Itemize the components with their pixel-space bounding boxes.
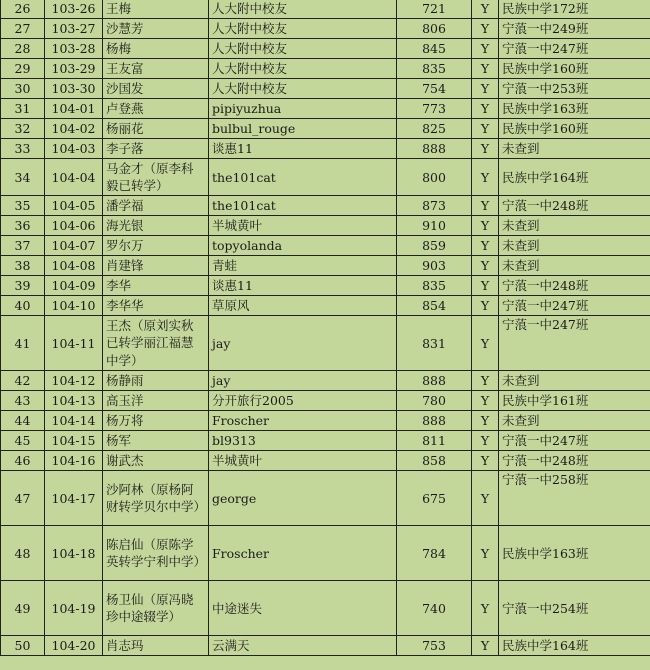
student-code-cell[interactable]: 104-01 <box>45 99 103 119</box>
student-name-cell[interactable]: 肖志玛 <box>103 636 209 656</box>
school-class-cell[interactable]: 宁蒗一中248班 <box>499 276 650 296</box>
exam-score-cell[interactable]: 888 <box>397 411 472 431</box>
school-class-cell[interactable]: 宁蒗一中258班 <box>499 471 650 526</box>
school-class-cell[interactable]: 民族中学164班 <box>499 159 650 196</box>
student-code-cell[interactable]: 104-16 <box>45 451 103 471</box>
confirmed-flag-cell[interactable]: Y <box>472 316 499 371</box>
school-class-cell[interactable]: 民族中学163班 <box>499 526 650 581</box>
exam-score-cell[interactable]: 753 <box>397 636 472 656</box>
confirmed-flag-cell[interactable]: Y <box>472 391 499 411</box>
row-number-cell[interactable]: 28 <box>1 39 45 59</box>
sponsor-nickname-cell[interactable]: 谈惠11 <box>209 276 397 296</box>
school-class-cell[interactable]: 宁蒗一中247班 <box>499 316 650 371</box>
sponsor-nickname-cell[interactable]: 人大附中校友 <box>209 59 397 79</box>
confirmed-flag-cell[interactable]: Y <box>472 39 499 59</box>
sponsor-nickname-cell[interactable]: 人大附中校友 <box>209 39 397 59</box>
sponsor-nickname-cell[interactable]: 谈惠11 <box>209 139 397 159</box>
student-name-cell[interactable]: 王梅 <box>103 0 209 19</box>
student-code-cell[interactable]: 104-19 <box>45 581 103 636</box>
table-row <box>1 19 650 39</box>
row-number-cell[interactable]: 36 <box>1 216 45 236</box>
confirmed-flag-cell[interactable]: Y <box>472 471 499 526</box>
confirmed-flag-cell[interactable]: Y <box>472 0 499 19</box>
exam-score-cell[interactable]: 675 <box>397 471 472 526</box>
school-class-cell[interactable]: 宁蒗一中247班 <box>499 431 650 451</box>
confirmed-flag-cell[interactable]: Y <box>472 196 499 216</box>
student-name-cell[interactable]: 罗尔万 <box>103 236 209 256</box>
row-number-cell[interactable]: 49 <box>1 581 45 636</box>
confirmed-flag-cell[interactable]: Y <box>472 411 499 431</box>
student-name-cell[interactable]: 李华 <box>103 276 209 296</box>
school-class-cell[interactable]: 民族中学164班 <box>499 636 650 656</box>
school-class-cell[interactable]: 民族中学160班 <box>499 119 650 139</box>
student-code-cell[interactable]: 103-27 <box>45 19 103 39</box>
row-number-cell[interactable]: 41 <box>1 316 45 371</box>
exam-score-cell[interactable]: 903 <box>397 256 472 276</box>
confirmed-flag-cell[interactable]: Y <box>472 119 499 139</box>
student-name-cell[interactable]: 肖建锋 <box>103 256 209 276</box>
table-row <box>1 526 650 581</box>
exam-score-cell[interactable]: 773 <box>397 99 472 119</box>
exam-score-cell[interactable]: 811 <box>397 431 472 451</box>
row-number-cell[interactable]: 48 <box>1 526 45 581</box>
row-number-cell[interactable]: 45 <box>1 431 45 451</box>
sponsor-nickname-cell[interactable]: 人大附中校友 <box>209 0 397 19</box>
sponsor-nickname-cell[interactable]: Froscher <box>209 411 397 431</box>
school-class-cell[interactable]: 未查到 <box>499 371 650 391</box>
exam-score-cell[interactable]: 888 <box>397 371 472 391</box>
sponsor-nickname-cell[interactable]: Froscher <box>209 526 397 581</box>
table-row <box>1 636 650 656</box>
table-row <box>1 139 650 159</box>
table-row <box>1 196 650 216</box>
row-number-cell[interactable]: 27 <box>1 19 45 39</box>
sponsor-nickname-cell[interactable]: jay <box>209 371 397 391</box>
sponsor-nickname-cell[interactable]: george <box>209 471 397 526</box>
sponsor-nickname-cell[interactable]: bl9313 <box>209 431 397 451</box>
school-class-cell[interactable]: 宁蒗一中253班 <box>499 79 650 99</box>
sponsor-nickname-cell[interactable]: 分开旅行2005 <box>209 391 397 411</box>
student-code-cell[interactable]: 104-15 <box>45 431 103 451</box>
sponsor-nickname-cell[interactable]: jay <box>209 316 397 371</box>
student-name-cell[interactable]: 沙慧芳 <box>103 19 209 39</box>
student-name-cell[interactable]: 杨丽花 <box>103 119 209 139</box>
school-class-cell[interactable]: 宁蒗一中249班 <box>499 19 650 39</box>
student-name-cell[interactable]: 王友富 <box>103 59 209 79</box>
student-code-cell[interactable]: 103-28 <box>45 39 103 59</box>
confirmed-flag-cell[interactable]: Y <box>472 371 499 391</box>
sponsor-nickname-cell[interactable]: 草原风 <box>209 296 397 316</box>
school-class-cell[interactable]: 宁蒗一中248班 <box>499 196 650 216</box>
exam-score-cell[interactable]: 858 <box>397 451 472 471</box>
exam-score-cell[interactable]: 854 <box>397 296 472 316</box>
confirmed-flag-cell[interactable]: Y <box>472 526 499 581</box>
sponsor-nickname-cell[interactable]: the101cat <box>209 159 397 196</box>
row-number-cell[interactable]: 35 <box>1 196 45 216</box>
student-code-cell[interactable]: 104-02 <box>45 119 103 139</box>
student-name-cell[interactable]: 卢登燕 <box>103 99 209 119</box>
school-class-cell[interactable]: 宁蒗一中247班 <box>499 39 650 59</box>
sponsor-nickname-cell[interactable]: the101cat <box>209 196 397 216</box>
row-number-cell[interactable]: 50 <box>1 636 45 656</box>
table-row <box>1 236 650 256</box>
exam-score-cell[interactable]: 873 <box>397 196 472 216</box>
exam-score-cell[interactable]: 910 <box>397 216 472 236</box>
exam-score-cell[interactable]: 888 <box>397 139 472 159</box>
sponsor-nickname-cell[interactable]: topyolanda <box>209 236 397 256</box>
confirmed-flag-cell[interactable]: Y <box>472 256 499 276</box>
table-row <box>1 471 650 526</box>
student-name-cell[interactable]: 杨静雨 <box>103 371 209 391</box>
exam-score-cell[interactable]: 784 <box>397 526 472 581</box>
school-class-cell[interactable]: 民族中学163班 <box>499 99 650 119</box>
student-name-cell[interactable]: 潘学福 <box>103 196 209 216</box>
confirmed-flag-cell[interactable]: Y <box>472 159 499 196</box>
student-name-cell[interactable]: 陈启仙（原陈学英转学宁利中学） <box>103 526 209 581</box>
school-class-cell[interactable]: 民族中学172班 <box>499 0 650 19</box>
table-row <box>1 0 650 19</box>
confirmed-flag-cell[interactable]: Y <box>472 296 499 316</box>
table-row <box>1 39 650 59</box>
exam-score-cell[interactable]: 835 <box>397 59 472 79</box>
table-row <box>1 59 650 79</box>
confirmed-flag-cell[interactable]: Y <box>472 19 499 39</box>
table-row <box>1 256 650 276</box>
table-row <box>1 316 650 371</box>
student-code-cell[interactable]: 104-20 <box>45 636 103 656</box>
student-code-cell[interactable]: 104-14 <box>45 411 103 431</box>
student-code-cell[interactable]: 104-09 <box>45 276 103 296</box>
confirmed-flag-cell[interactable]: Y <box>472 216 499 236</box>
confirmed-flag-cell[interactable]: Y <box>472 581 499 636</box>
student-code-cell[interactable]: 103-30 <box>45 79 103 99</box>
student-name-cell[interactable]: 沙阿林（原杨阿财转学贝尔中学） <box>103 471 209 526</box>
exam-score-cell[interactable]: 859 <box>397 236 472 256</box>
school-class-cell[interactable]: 宁蒗一中247班 <box>499 296 650 316</box>
exam-score-cell[interactable]: 825 <box>397 119 472 139</box>
exam-score-cell[interactable]: 800 <box>397 159 472 196</box>
row-number-cell[interactable]: 43 <box>1 391 45 411</box>
student-code-cell[interactable]: 104-10 <box>45 296 103 316</box>
row-number-cell[interactable]: 47 <box>1 471 45 526</box>
student-code-cell[interactable]: 104-11 <box>45 316 103 371</box>
table-row <box>1 451 650 471</box>
student-name-cell[interactable]: 高玉洋 <box>103 391 209 411</box>
exam-score-cell[interactable]: 754 <box>397 79 472 99</box>
student-code-cell[interactable]: 104-06 <box>45 216 103 236</box>
student-name-cell[interactable]: 谢武杰 <box>103 451 209 471</box>
school-class-cell[interactable]: 民族中学161班 <box>499 391 650 411</box>
sponsor-nickname-cell[interactable]: 人大附中校友 <box>209 19 397 39</box>
student-code-cell[interactable]: 104-12 <box>45 371 103 391</box>
exam-score-cell[interactable]: 806 <box>397 19 472 39</box>
table-row <box>1 411 650 431</box>
sponsor-nickname-cell[interactable]: 半城黄叶 <box>209 216 397 236</box>
student-code-cell[interactable]: 104-07 <box>45 236 103 256</box>
table-row <box>1 296 650 316</box>
student-name-cell[interactable]: 王杰（原刘实秋已转学丽江福慧中学） <box>103 316 209 371</box>
school-class-cell[interactable]: 未查到 <box>499 236 650 256</box>
row-number-cell[interactable]: 46 <box>1 451 45 471</box>
table-row <box>1 216 650 236</box>
student-code-cell[interactable]: 104-05 <box>45 196 103 216</box>
confirmed-flag-cell[interactable]: Y <box>472 431 499 451</box>
table-row <box>1 99 650 119</box>
student-name-cell[interactable]: 杨卫仙（原冯晓珍中途辍学） <box>103 581 209 636</box>
confirmed-flag-cell[interactable]: Y <box>472 99 499 119</box>
table-row <box>1 431 650 451</box>
table-row <box>1 79 650 99</box>
student-code-cell[interactable]: 103-29 <box>45 59 103 79</box>
student-name-cell[interactable]: 李华华 <box>103 296 209 316</box>
row-number-cell[interactable]: 42 <box>1 371 45 391</box>
confirmed-flag-cell[interactable]: Y <box>472 236 499 256</box>
school-class-cell[interactable]: 未查到 <box>499 216 650 236</box>
row-number-cell[interactable]: 26 <box>1 0 45 19</box>
sponsor-nickname-cell[interactable]: pipiyuzhua <box>209 99 397 119</box>
sponsor-nickname-cell[interactable]: bulbul_rouge <box>209 119 397 139</box>
school-class-cell[interactable]: 未查到 <box>499 139 650 159</box>
exam-score-cell[interactable]: 835 <box>397 276 472 296</box>
exam-score-cell[interactable]: 845 <box>397 39 472 59</box>
confirmed-flag-cell[interactable]: Y <box>472 451 499 471</box>
row-number-cell[interactable]: 33 <box>1 139 45 159</box>
student-name-cell[interactable]: 杨军 <box>103 431 209 451</box>
table-row <box>1 159 650 196</box>
row-number-cell[interactable]: 37 <box>1 236 45 256</box>
exam-score-cell[interactable]: 721 <box>397 0 472 19</box>
confirmed-flag-cell[interactable]: Y <box>472 139 499 159</box>
student-name-cell[interactable]: 马金才（原李科毅已转学） <box>103 159 209 196</box>
confirmed-flag-cell[interactable]: Y <box>472 59 499 79</box>
student-code-cell[interactable]: 104-18 <box>45 526 103 581</box>
student-name-cell[interactable]: 沙国发 <box>103 79 209 99</box>
row-number-cell[interactable]: 39 <box>1 276 45 296</box>
exam-score-cell[interactable]: 831 <box>397 316 472 371</box>
student-code-cell[interactable]: 104-04 <box>45 159 103 196</box>
sponsor-nickname-cell[interactable]: 青蛙 <box>209 256 397 276</box>
row-number-cell[interactable]: 31 <box>1 99 45 119</box>
row-number-cell[interactable]: 32 <box>1 119 45 139</box>
student-name-cell[interactable]: 李子落 <box>103 139 209 159</box>
exam-score-cell[interactable]: 780 <box>397 391 472 411</box>
table-row <box>1 276 650 296</box>
sponsor-nickname-cell[interactable]: 中途迷失 <box>209 581 397 636</box>
student-code-cell[interactable]: 104-13 <box>45 391 103 411</box>
school-class-cell[interactable]: 未查到 <box>499 411 650 431</box>
student-name-cell[interactable]: 杨万将 <box>103 411 209 431</box>
sponsor-nickname-cell[interactable]: 人大附中校友 <box>209 79 397 99</box>
confirmed-flag-cell[interactable]: Y <box>472 636 499 656</box>
confirmed-flag-cell[interactable]: Y <box>472 276 499 296</box>
student-code-cell[interactable]: 103-26 <box>45 0 103 19</box>
row-number-cell[interactable]: 29 <box>1 59 45 79</box>
row-number-cell[interactable]: 44 <box>1 411 45 431</box>
school-class-cell[interactable]: 宁蒗一中254班 <box>499 581 650 636</box>
table-body <box>1 0 650 656</box>
table-row <box>1 371 650 391</box>
row-number-cell[interactable]: 30 <box>1 79 45 99</box>
student-code-cell[interactable]: 104-03 <box>45 139 103 159</box>
row-number-cell[interactable]: 38 <box>1 256 45 276</box>
sponsor-nickname-cell[interactable]: 半城黄叶 <box>209 451 397 471</box>
school-class-cell[interactable]: 宁蒗一中248班 <box>499 451 650 471</box>
student-name-cell[interactable]: 海光银 <box>103 216 209 236</box>
confirmed-flag-cell[interactable]: Y <box>472 79 499 99</box>
school-class-cell[interactable]: 民族中学160班 <box>499 59 650 79</box>
exam-score-cell[interactable]: 740 <box>397 581 472 636</box>
student-code-cell[interactable]: 104-17 <box>45 471 103 526</box>
table-row <box>1 119 650 139</box>
school-class-cell[interactable]: 未查到 <box>499 256 650 276</box>
sponsor-nickname-cell[interactable]: 云满天 <box>209 636 397 656</box>
student-code-cell[interactable]: 104-08 <box>45 256 103 276</box>
student-name-cell[interactable]: 杨梅 <box>103 39 209 59</box>
table-row <box>1 581 650 636</box>
row-number-cell[interactable]: 40 <box>1 296 45 316</box>
table-row <box>1 391 650 411</box>
row-number-cell[interactable]: 34 <box>1 159 45 196</box>
